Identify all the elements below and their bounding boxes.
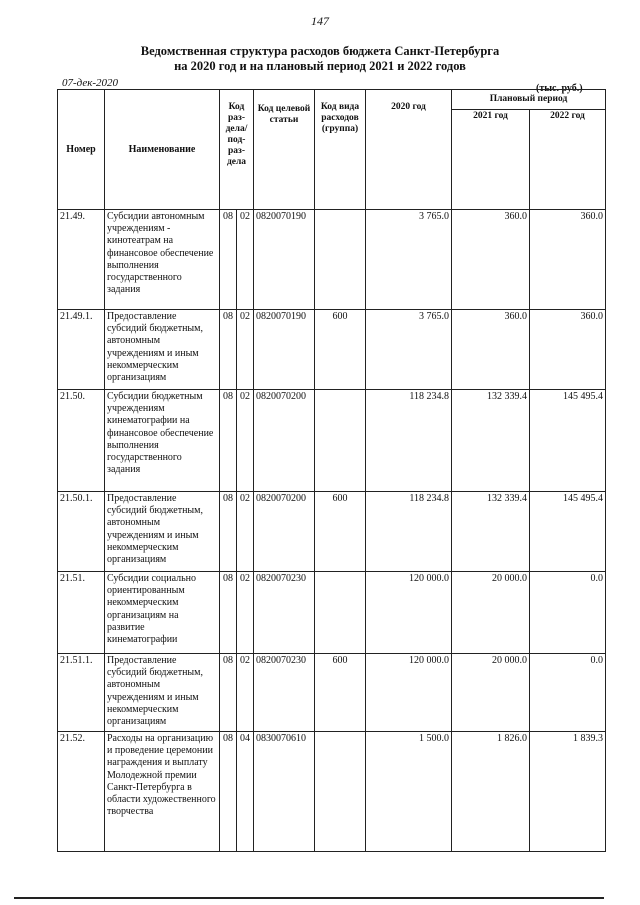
row-name: Предоставление субсидий бюджетным, автономным учреждениям и иным некоммерческим организациям: [105, 310, 220, 390]
row-subsection: 04: [237, 732, 254, 852]
row-subsection: 02: [237, 654, 254, 732]
units-label: (тыс. руб.): [536, 83, 583, 94]
header-name: Наименование: [105, 90, 220, 210]
row-section: 08: [220, 390, 237, 492]
table-row: [58, 310, 606, 390]
table-row: [58, 492, 606, 572]
row-target-code: 0820070200: [254, 492, 315, 572]
row-target-code: 0820070230: [254, 572, 315, 654]
row-value-2020: 3 765.0: [366, 310, 452, 390]
row-name: Расходы на организацию и проведение церемонии награждения и выплату Молодежной премии Санкт-Петербурга в области художественного творчества: [105, 732, 220, 852]
row-target-code: 0820070190: [254, 310, 315, 390]
header-number: Номер: [58, 90, 105, 210]
row-expense-type: 600: [315, 492, 366, 572]
row-value-2020: 120 000.0: [366, 654, 452, 732]
row-name: Предоставление субсидий бюджетным, автономным учреждениям и иным некоммерческим организациям: [105, 492, 220, 572]
row-value-2021: 20 000.0: [452, 572, 530, 654]
header-expense-type: Код вида расходов (группа): [315, 90, 366, 210]
row-subsection: 02: [237, 492, 254, 572]
row-name: Субсидии автономным учреждениям - кинотеатрам на финансовое обеспечение выполнения государственного задания: [105, 210, 220, 310]
row-subsection: 02: [237, 390, 254, 492]
row-number: 21.51.: [58, 572, 105, 654]
row-value-2022: 360.0: [530, 310, 606, 390]
row-value-2022: 0.0: [530, 654, 606, 732]
row-subsection: 02: [237, 210, 254, 310]
row-number: 21.49.1.: [58, 310, 105, 390]
row-target-code: 0820070230: [254, 654, 315, 732]
row-expense-type: [315, 210, 366, 310]
row-section: 08: [220, 310, 237, 390]
row-value-2020: 3 765.0: [366, 210, 452, 310]
budget-table: [57, 89, 606, 852]
page-number: 147: [311, 14, 329, 28]
row-section: 08: [220, 654, 237, 732]
row-value-2022: 1 839.3: [530, 732, 606, 852]
row-section: 08: [220, 210, 237, 310]
row-expense-type: [315, 572, 366, 654]
title-line-2: на 2020 год и на плановый период 2021 и 2022 годов: [174, 59, 466, 73]
header-planned-period: Плановый период: [452, 90, 606, 110]
bottom-rule: [14, 897, 604, 899]
row-number: 21.51.1.: [58, 654, 105, 732]
row-value-2021: 360.0: [452, 310, 530, 390]
row-value-2022: 145 495.4: [530, 390, 606, 492]
header-2022: 2022 год: [530, 110, 606, 210]
header-2021: 2021 год: [452, 110, 530, 210]
row-value-2022: 360.0: [530, 210, 606, 310]
row-expense-type: [315, 390, 366, 492]
row-section: 08: [220, 492, 237, 572]
row-expense-type: [315, 732, 366, 852]
row-number: 21.52.: [58, 732, 105, 852]
row-value-2020: 1 500.0: [366, 732, 452, 852]
row-number: 21.49.: [58, 210, 105, 310]
row-value-2021: 132 339.4: [452, 390, 530, 492]
title-line-1: Ведомственная структура расходов бюджета Санкт-Петербурга: [140, 44, 500, 58]
row-value-2022: 0.0: [530, 572, 606, 654]
document-title: [0, 44, 640, 74]
row-value-2020: 118 234.8: [366, 390, 452, 492]
table-row: [58, 732, 606, 852]
row-value-2021: 1 826.0: [452, 732, 530, 852]
document-date: 07-дек-2020: [62, 77, 119, 89]
table-row: [58, 654, 606, 732]
row-expense-type: 600: [315, 310, 366, 390]
row-expense-type: 600: [315, 654, 366, 732]
row-target-code: 0830070610: [254, 732, 315, 852]
row-section: 08: [220, 732, 237, 852]
row-value-2020: 120 000.0: [366, 572, 452, 654]
header-2020: 2020 год: [366, 90, 452, 210]
header-target-code: Код целевой статьи: [254, 90, 315, 210]
table-row: [58, 390, 606, 492]
row-value-2021: 20 000.0: [452, 654, 530, 732]
row-subsection: 02: [237, 310, 254, 390]
row-name: Субсидии бюджетным учреждениям кинематографии на финансовое обеспечение выполнения государственного задания: [105, 390, 220, 492]
row-section: 08: [220, 572, 237, 654]
row-name: Предоставление субсидий бюджетным, автономным учреждениям и иным некоммерческим организациям: [105, 654, 220, 732]
row-value-2022: 145 495.4: [530, 492, 606, 572]
table-row: [58, 572, 606, 654]
row-value-2020: 118 234.8: [366, 492, 452, 572]
table-row: [58, 210, 606, 310]
header-section-code: Код раз-дела/ под-раз-дела: [220, 90, 254, 210]
row-name: Субсидии социально ориентированным некоммерческим организациям на развитие кинематографии: [105, 572, 220, 654]
row-value-2021: 360.0: [452, 210, 530, 310]
row-number: 21.50.1.: [58, 492, 105, 572]
row-subsection: 02: [237, 572, 254, 654]
row-target-code: 0820070190: [254, 210, 315, 310]
row-value-2021: 132 339.4: [452, 492, 530, 572]
row-target-code: 0820070200: [254, 390, 315, 492]
row-number: 21.50.: [58, 390, 105, 492]
